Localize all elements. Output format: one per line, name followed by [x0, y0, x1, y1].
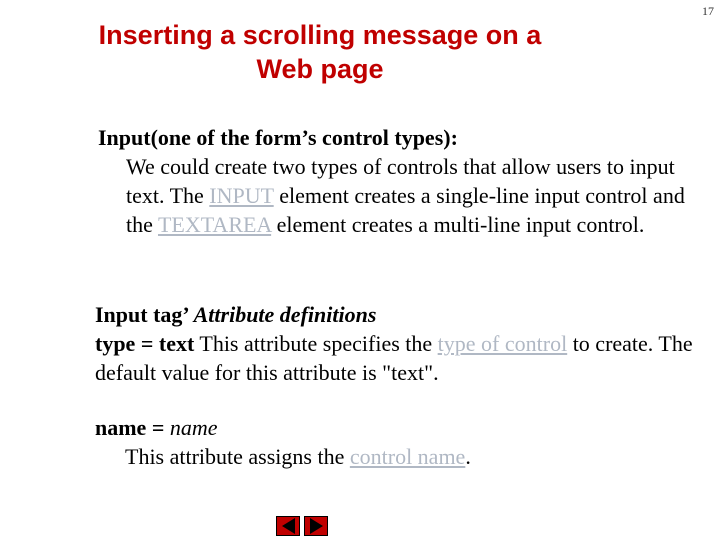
heading-text: Input tag’ — [95, 302, 194, 327]
body-text: We could create two types of controls that allow users to input text. The — [126, 154, 675, 208]
attribute-name: name = — [95, 415, 170, 440]
prev-slide-button[interactable] — [276, 516, 300, 536]
body-text: to create. The default value for this attribute is "text". — [95, 331, 693, 385]
section-heading: Input(one of the form’s control types): — [98, 125, 458, 150]
title-line-2: Web page — [256, 54, 384, 84]
page-number: 17 — [702, 4, 714, 18]
attribute-heading — [95, 300, 695, 329]
section-attribute-type — [95, 300, 695, 387]
link-textarea[interactable]: TEXTAREA — [157, 212, 272, 237]
link-input[interactable]: INPUT — [209, 183, 274, 208]
body-text: This attribute specifies the — [194, 331, 438, 356]
body-text: element creates a single-line input control and the — [126, 183, 685, 237]
section-attribute-name — [95, 413, 695, 471]
attribute-name: type = text — [95, 331, 195, 356]
arrow-right-icon — [310, 518, 323, 534]
attribute-type-text — [95, 329, 695, 387]
section-body — [98, 152, 688, 239]
link-control-name[interactable]: control name — [349, 444, 466, 469]
title-line-1: Inserting a scrolling message on a — [98, 20, 542, 50]
body-text: element creates a multi-line input control. — [271, 212, 645, 237]
attribute-value: name — [169, 415, 218, 440]
next-slide-button[interactable] — [304, 516, 328, 536]
body-text: This attribute assigns the — [125, 444, 350, 469]
section-input-description — [98, 123, 688, 239]
attribute-name-text — [95, 442, 695, 471]
body-text: . — [465, 444, 471, 469]
heading-italic: Attribute definitions — [193, 302, 377, 327]
slide-navigation — [276, 516, 328, 536]
attribute-name-heading — [95, 413, 695, 442]
slide-title — [40, 18, 680, 86]
arrow-left-icon — [282, 518, 295, 534]
link-type-of-control[interactable]: type of control — [437, 331, 568, 356]
